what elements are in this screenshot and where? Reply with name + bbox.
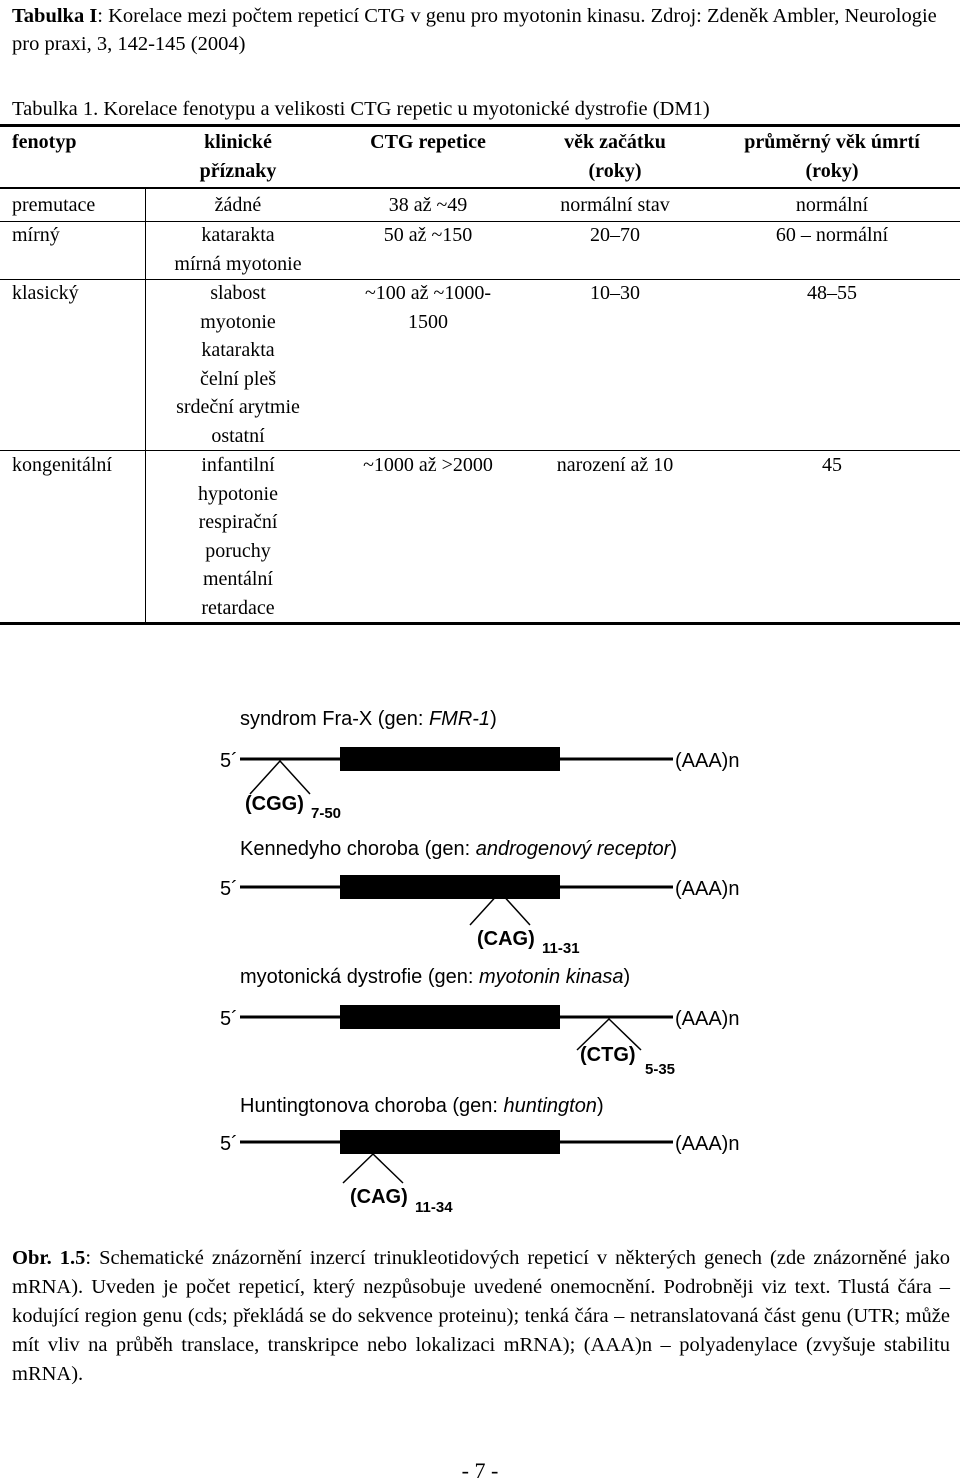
top-caption-label: Tabulka I [12, 5, 98, 27]
table-top-rule [0, 124, 960, 127]
cell-priznaky [148, 191, 328, 220]
repeat-range: 7-50 [311, 805, 342, 822]
cell-fenotyp: klasický [12, 282, 79, 304]
panel-title: syndrom Fra-X (gen: FMR-1) [240, 708, 497, 730]
cell-ctg-line: 50 až ~150 [383, 224, 473, 246]
cell-priznaky-line: mentální [203, 568, 273, 591]
polya-label: (AAA)n [675, 1133, 740, 1155]
top-caption [12, 2, 952, 58]
coding-region [340, 1130, 560, 1154]
header-bottom-rule [0, 187, 960, 189]
header-ctg: CTG repetice [370, 131, 486, 153]
cell-vek-umrti: normální [795, 194, 869, 216]
repeat-label: (CGG) [245, 793, 304, 815]
repeat-schematic-figure [215, 698, 745, 1218]
cell-fenotyp: kongenitální [12, 454, 112, 476]
repeat-range: 5-35 [645, 1061, 676, 1078]
repeat-label: (CAG) [477, 928, 535, 950]
panel-title: Kennedyho choroba (gen: androgenový receptor) [240, 838, 677, 860]
repeat-pointer [250, 761, 310, 794]
page-number: - 7 - [461, 1458, 499, 1483]
panel-title: myotonická dystrofie (gen: myotonin kinasa) [240, 966, 631, 988]
cell-priznaky-line: poruchy [205, 539, 271, 562]
cell-priznaky-line: infantilní [201, 454, 275, 476]
cell-ctg [330, 221, 526, 250]
repeat-label: (CTG) [580, 1044, 636, 1066]
cell-vek-umrti: 60 – normální [775, 224, 889, 246]
header-priznaky-line: příznaky [199, 159, 277, 182]
cell-fenotyp: premutace [12, 194, 96, 216]
panel-title: Huntingtonova choroba (gen: huntington) [240, 1095, 604, 1117]
cell-priznaky-line: srdeční arytmie [176, 396, 300, 419]
five-prime-label: 5´ [220, 878, 238, 900]
column-divider [145, 189, 146, 622]
cell-vek-zacatku: 10–30 [590, 282, 640, 304]
header-vek-umrti-line: (roky) [805, 159, 859, 182]
cell-vek-zacatku: 20–70 [590, 224, 640, 246]
cell-ctg-line: 1500 [408, 310, 448, 333]
cell-priznaky-line: mírná myotonie [174, 252, 302, 275]
cell-vek-zacatku: normální stav [560, 194, 670, 216]
cell-ctg-line: 38 až ~49 [388, 194, 468, 216]
cell-priznaky-line: ostatní [211, 424, 265, 447]
five-prime-label: 5´ [220, 750, 238, 772]
polya-label: (AAA)n [675, 1008, 740, 1030]
polya-label: (AAA)n [675, 878, 740, 900]
header-vek-umrti [712, 128, 952, 185]
figure-caption-label: Obr. 1.5 [12, 1247, 86, 1269]
cell-fenotyp: mírný [12, 224, 60, 246]
header-priznaky [148, 128, 328, 185]
cell-ctg [330, 279, 526, 336]
table-title: Tabulka 1. Korelace fenotypu a velikosti CTG repetic u myotonické dystrofie (DM1) [12, 98, 710, 120]
coding-region [340, 1005, 560, 1029]
top-caption-text: : Korelace mezi počtem repeticí CTG v genu pro myotonin kinasu. Zdroj: Zdeněk Ambler, Neurologie pro praxi, 3, 142-145 (2004) [12, 5, 937, 55]
coding-region [340, 875, 560, 899]
header-vek-zacatku-line: (roky) [588, 159, 642, 182]
five-prime-label: 5´ [220, 1008, 238, 1030]
cell-priznaky-line: myotonie [200, 310, 276, 333]
cell-priznaky-line: respirační [198, 511, 278, 534]
cell-priznaky-line: žádné [214, 194, 262, 216]
repeat-range: 11-34 [415, 1199, 453, 1216]
cell-ctg-line: ~100 až ~1000- [364, 282, 492, 304]
cell-priznaky-line: hypotonie [198, 482, 278, 505]
header-priznaky-line: klinické [204, 131, 272, 153]
cell-priznaky-line: katarakta [201, 339, 275, 362]
header-fenotyp: fenotyp [12, 131, 77, 153]
cell-priznaky-line: čelní pleš [199, 367, 277, 390]
header-vek-zacatku [520, 128, 710, 185]
header-vek-zacatku-line: věk začátku [564, 131, 666, 153]
cell-vek-zacatku: narození až 10 [556, 454, 674, 476]
table-bottom-rule [0, 622, 960, 625]
repeat-pointer [343, 1154, 403, 1183]
cell-priznaky-line: retardace [201, 596, 275, 619]
five-prime-label: 5´ [220, 1133, 238, 1155]
cell-priznaky [148, 279, 328, 451]
figure-caption-text: : Schematické znázornění inzercí trinukleotidových repeticí v některých genech (zde znázorněné jako mRNA). Uveden je počet repeticí, který nezpůsobuje uvedené onemocnění. Podrobněji viz text. Tlustá čára – kodující region genu (cds; překládá se do sekvence proteinu); tenká čára – netranslatovaná část genu (UTR; může mít vliv na průběh translace, transkripce nebo lokalizaci mRNA); (AAA)n – polyadenylace (zvyšuje stabilitu mRNA). [12, 1247, 950, 1385]
cell-priznaky-line: slabost [210, 282, 266, 304]
repeat-range: 11-31 [542, 940, 580, 957]
cell-vek-umrti: 45 [822, 454, 842, 476]
cell-priznaky [148, 221, 328, 278]
cell-ctg [330, 191, 526, 220]
coding-region [340, 747, 560, 771]
cell-vek-umrti: 48–55 [807, 282, 857, 304]
repeat-label: (CAG) [350, 1186, 408, 1208]
header-vek-umrti-line: průměrný věk úmrtí [744, 131, 920, 153]
cell-ctg-line: ~1000 až >2000 [363, 454, 493, 476]
polya-label: (AAA)n [675, 750, 740, 772]
figure-caption [12, 1244, 950, 1389]
cell-priznaky [148, 451, 328, 623]
cell-priznaky-line: katarakta [201, 224, 275, 246]
cell-ctg [330, 451, 526, 480]
